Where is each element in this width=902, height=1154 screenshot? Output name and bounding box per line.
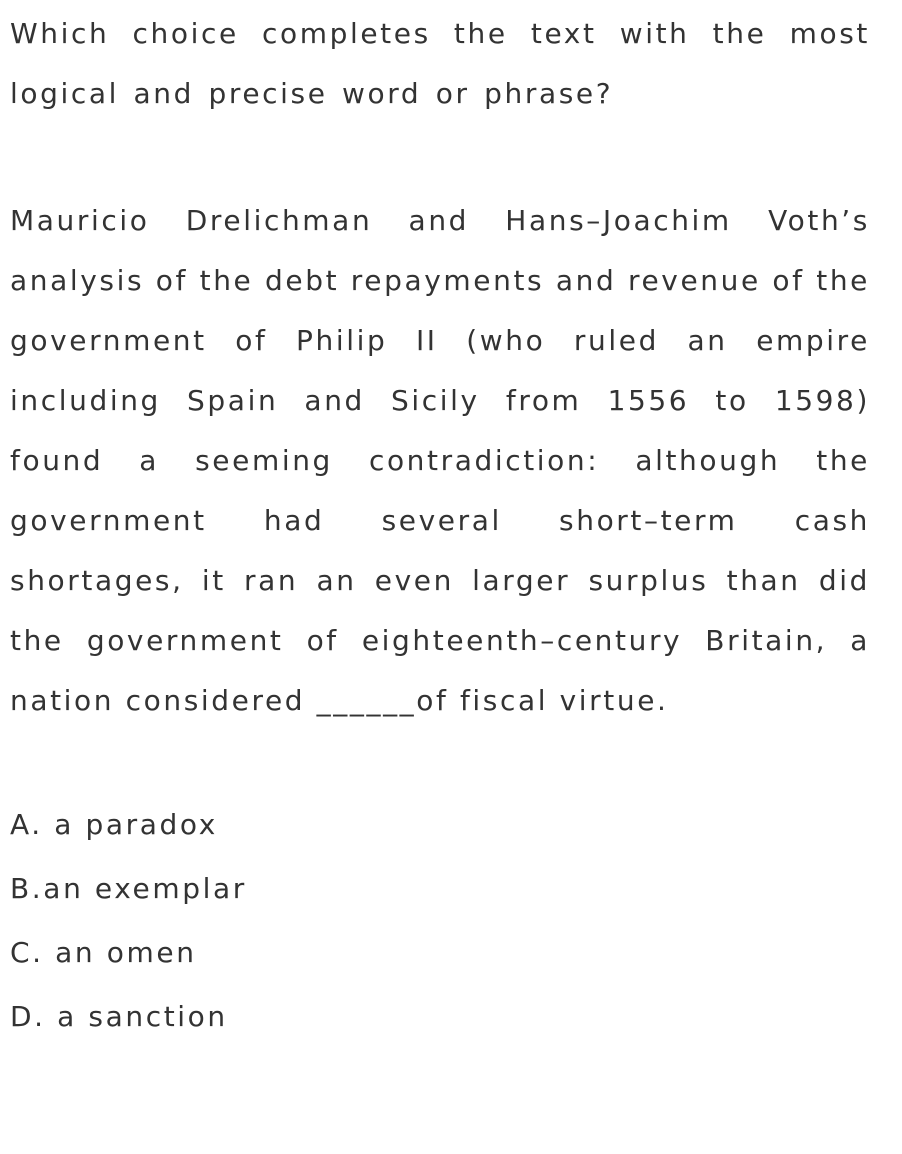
answer-choices xyxy=(10,793,870,1049)
choice-c[interactable]: C. an omen xyxy=(10,936,197,969)
question-prompt: Which choice completes the text with the most logical and precise word or phrase? xyxy=(10,17,870,110)
choice-b[interactable]: B.an exemplar xyxy=(10,872,247,905)
choice-a[interactable]: A. a paradox xyxy=(10,808,218,841)
choice-d[interactable]: D. a sanction xyxy=(10,1000,228,1033)
question-page xyxy=(10,0,870,1049)
passage-text: Mauricio Drelichman and Hans–Joachim Voth’s analysis of the debt repayments and revenue of the government of Philip II (who ruled an empire including Spain and Sicily from 1556 to 1598) found a seeming contradiction: although the government had several short–term cash shortages, it ran an even larger surplus than did the government of eighteenth–century Britain, a nation considered ______of fiscal virtue. xyxy=(10,204,870,717)
